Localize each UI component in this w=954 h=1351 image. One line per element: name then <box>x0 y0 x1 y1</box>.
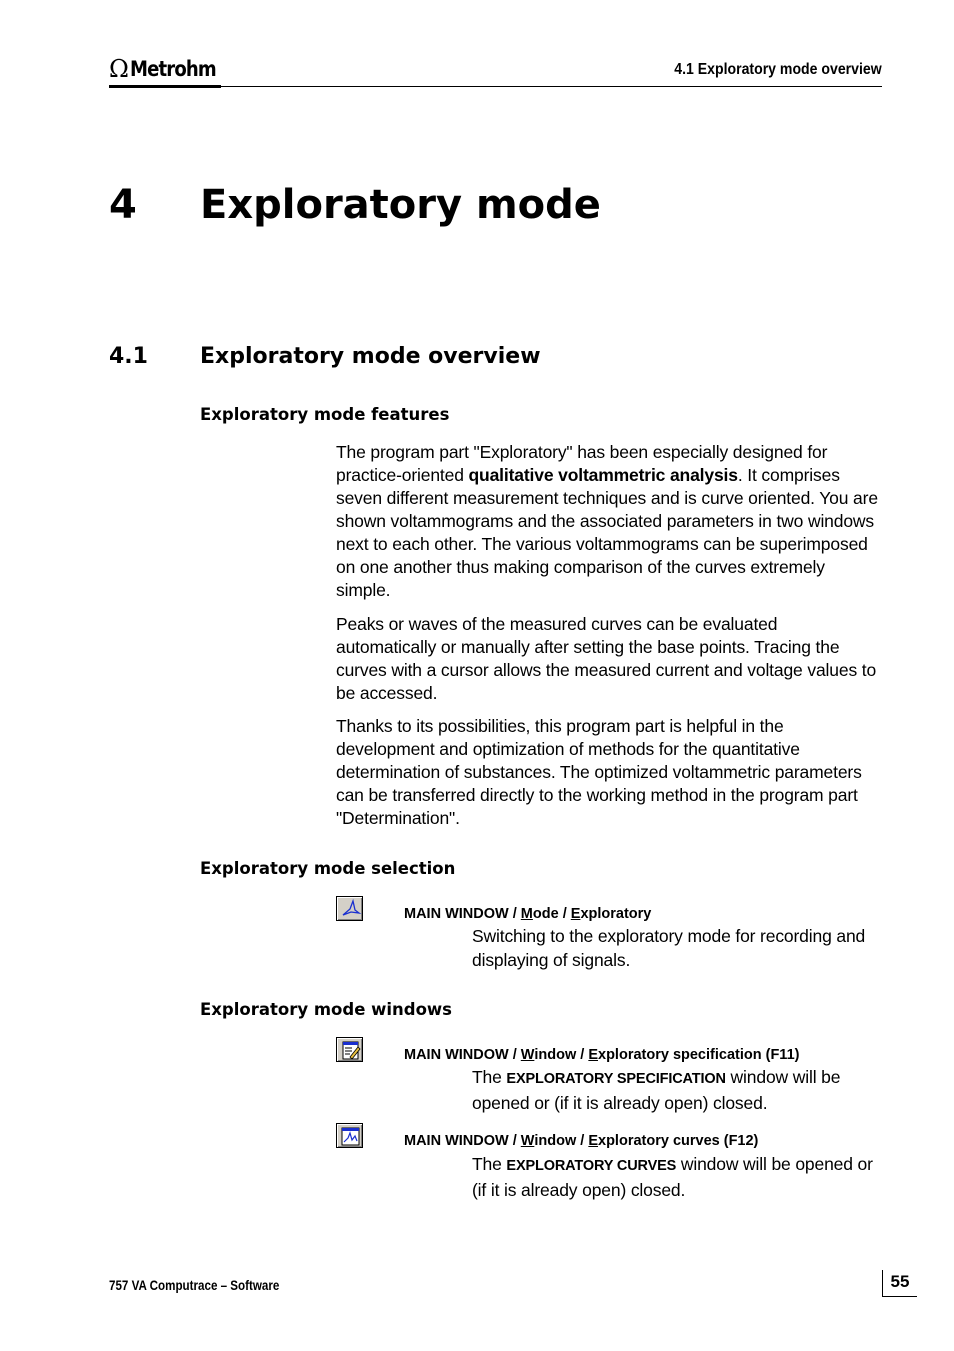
features-paragraph-2: Peaks or waves of the measured curves can be evaluated automatically or manually after setting the base points. Tracing the curves with a cursor allows the measured current and voltage values to be accessed. <box>336 614 877 703</box>
exploratory-curves-icon[interactable] <box>336 1123 363 1148</box>
windows-heading: Exploratory mode windows <box>200 1000 452 1019</box>
selection-menu-path: MAIN WINDOW / Mode / Exploratory <box>404 906 652 922</box>
exploratory-specification-icon[interactable] <box>336 1037 363 1062</box>
selection-description: Switching to the exploratory mode for recording and displaying of signals. <box>472 926 866 970</box>
features-heading: Exploratory mode features <box>200 405 450 424</box>
metrohm-logo <box>109 56 230 82</box>
features-paragraph-3: Thanks to its possibilities, this program part is helpful in the development and optimization of methods for the quantitative determination of substances. The optimized voltammetric parameters can be transferred directly to the working method in the program part "Determination". <box>336 716 862 828</box>
section-title: Exploratory mode overview <box>200 344 541 369</box>
page-number: 55 <box>890 1272 910 1291</box>
logo-text: Metrohm <box>129 57 216 81</box>
running-header: 4.1 Exploratory mode overview <box>674 61 882 78</box>
chapter-number: 4 <box>109 182 137 228</box>
section-number: 4.1 <box>109 344 148 369</box>
chapter-title: Exploratory mode <box>200 182 601 228</box>
exploratory-mode-icon[interactable] <box>336 896 363 921</box>
features-paragraph-1: The program part "Exploratory" has been especially designed for practice-oriented qualitative voltammetric analysis. It comprises seven different measurement techniques and is curve oriented. You are shown voltammograms and the associated parameters in two windows next to each other. The various voltammograms can be superimposed on one another thus making comparison of the curves extremely simple. <box>336 442 878 600</box>
curves-menu-path: MAIN WINDOW / Window / Exploratory curves (F12) <box>404 1133 759 1149</box>
omega-icon: Ω <box>109 55 129 83</box>
selection-heading: Exploratory mode selection <box>200 859 456 878</box>
footer-product: 757 VA Computrace – Software <box>109 1278 280 1293</box>
header-rule <box>109 86 882 87</box>
header-rule-accent <box>109 85 221 88</box>
specification-description: The EXPLORATORY SPECIFICATION window will be opened or (if it is already open) closed. <box>472 1067 841 1113</box>
specification-menu-path: MAIN WINDOW / Window / Exploratory specification (F11) <box>404 1047 800 1063</box>
curves-description: The EXPLORATORY CURVES window will be opened or (if it is already open) closed. <box>472 1154 873 1200</box>
